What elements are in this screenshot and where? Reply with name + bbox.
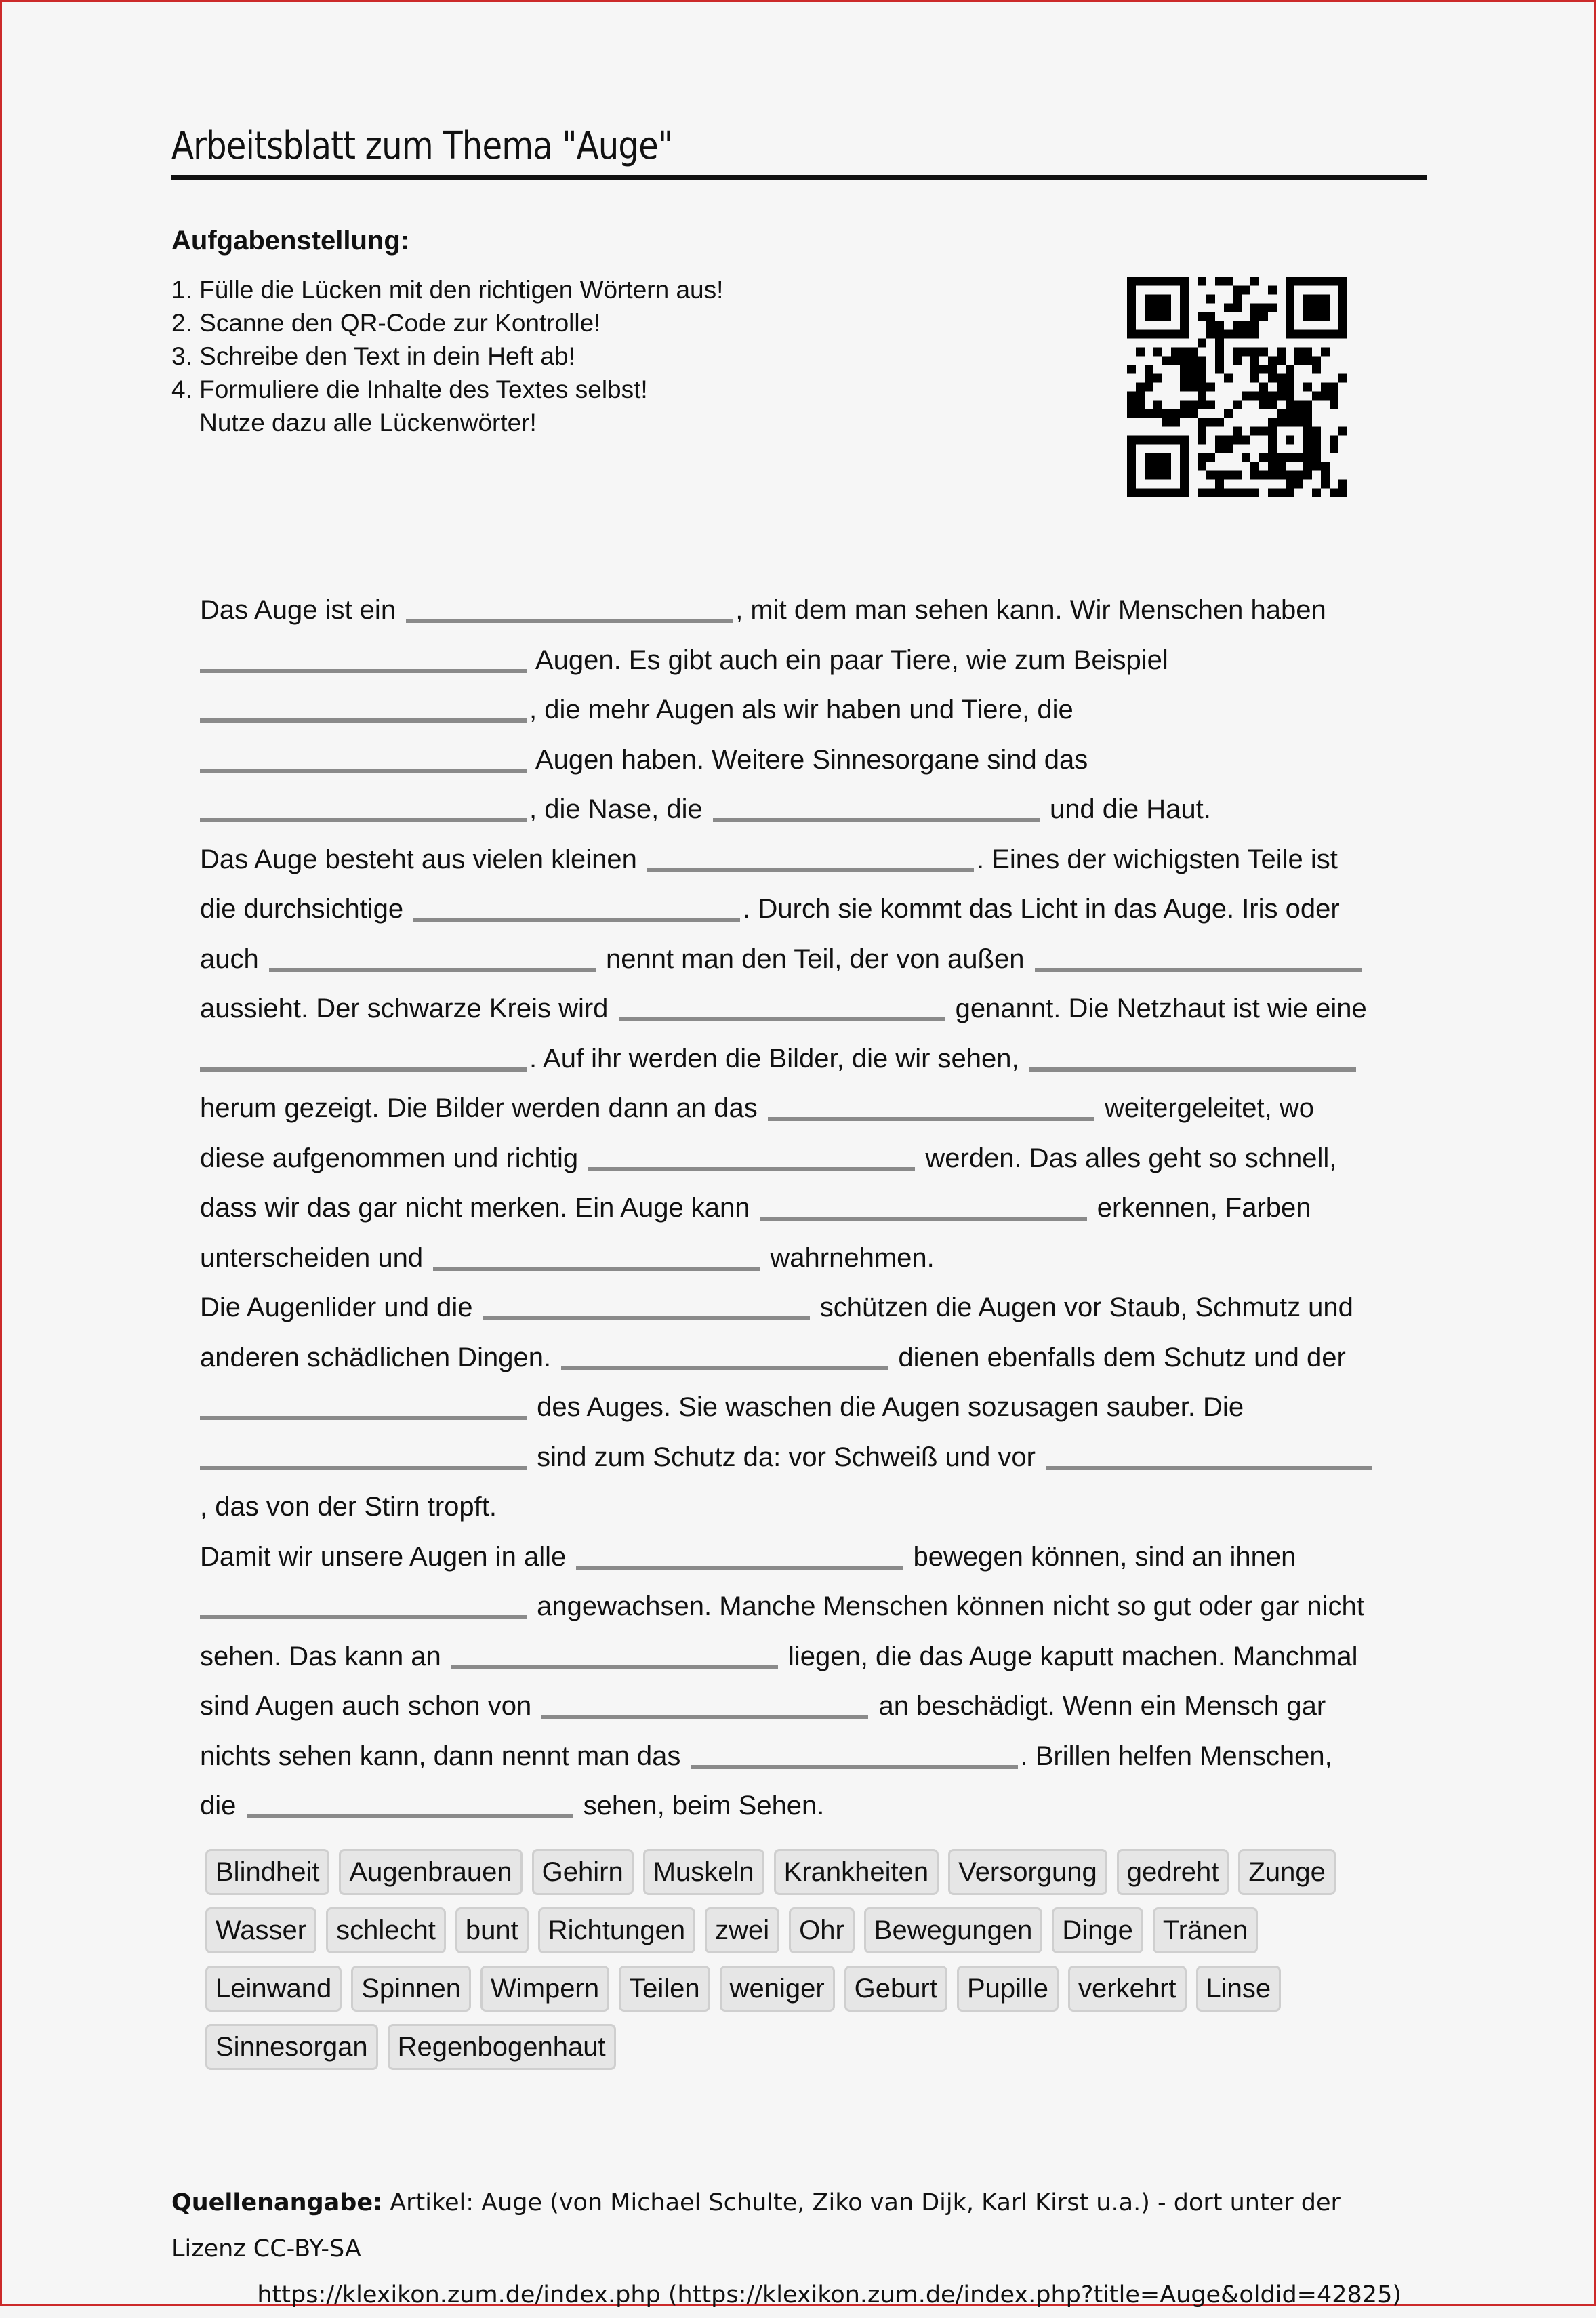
cloze-row bbox=[200, 1183, 1433, 1234]
source-line-1 bbox=[171, 2180, 1401, 2272]
blank-field[interactable] bbox=[433, 1240, 760, 1271]
title-underline bbox=[171, 175, 1427, 180]
cloze-segment: sehen, beim Sehen. bbox=[575, 1791, 825, 1821]
blank-field[interactable] bbox=[576, 1539, 903, 1570]
blank-field[interactable] bbox=[541, 1688, 868, 1719]
cloze-segment: angewachsen. Manche Menschen können nicht so gut oder gar nicht bbox=[529, 1591, 1364, 1621]
word-chip[interactable]: Muskeln bbox=[643, 1849, 764, 1895]
cloze-row bbox=[200, 1482, 1433, 1532]
cloze-segment: , die mehr Augen als wir haben und Tiere, die bbox=[529, 695, 1073, 725]
cloze-segment: Damit wir unsere Augen in alle bbox=[200, 1541, 574, 1572]
cloze-row bbox=[200, 1283, 1433, 1333]
cloze-segment: dienen ebenfalls dem Schutz und der bbox=[891, 1342, 1346, 1372]
cloze-segment: auch bbox=[200, 943, 266, 974]
word-bank-row bbox=[205, 1849, 1425, 1907]
qr-code-icon bbox=[1127, 275, 1347, 499]
cloze-segment: aussieht. Der schwarze Kreis wird bbox=[200, 994, 616, 1023]
cloze-row bbox=[200, 1234, 1433, 1284]
blank-field[interactable] bbox=[406, 592, 733, 623]
cloze-row bbox=[200, 785, 1433, 835]
cloze-row bbox=[200, 1333, 1433, 1383]
cloze-segment: sind Augen auch schon von bbox=[200, 1691, 539, 1721]
cloze-segment: schützen die Augen vor Staub, Schmutz und bbox=[812, 1293, 1353, 1322]
cloze-segment: weitergeleitet, wo bbox=[1097, 1093, 1314, 1123]
blank-field[interactable] bbox=[647, 841, 974, 872]
word-chip[interactable]: Tränen bbox=[1153, 1907, 1258, 1953]
word-chip[interactable]: Spinnen bbox=[351, 1966, 471, 2012]
word-chip[interactable]: Ohr bbox=[789, 1907, 855, 1953]
blank-field[interactable] bbox=[200, 1588, 527, 1619]
source-label: Quellenangabe: bbox=[171, 2189, 383, 2216]
blank-field[interactable] bbox=[413, 891, 740, 922]
cloze-segment: Augen haben. Weitere Sinnesorgane sind das bbox=[529, 744, 1088, 775]
word-chip[interactable]: Dinge bbox=[1052, 1907, 1143, 1953]
cloze-row bbox=[200, 685, 1433, 735]
cloze-row bbox=[200, 1034, 1433, 1084]
task-heading: Aufgabenstellung: bbox=[171, 226, 410, 256]
cloze-row bbox=[200, 1433, 1433, 1483]
cloze-row bbox=[200, 1084, 1433, 1134]
word-chip[interactable]: Blindheit bbox=[205, 1849, 329, 1895]
cloze-segment: sind zum Schutz da: vor Schweiß und vor bbox=[529, 1442, 1044, 1472]
cloze-segment: anderen schädlichen Dingen. bbox=[200, 1342, 559, 1372]
word-chip[interactable]: Geburt bbox=[844, 1966, 947, 2012]
word-chip[interactable]: Gehirn bbox=[532, 1849, 634, 1895]
blank-field[interactable] bbox=[768, 1090, 1094, 1121]
source-url: https://klexikon.zum.de/index.php (https://klexikon.zum.de/index.php?title=Auge&oldid=42825) bbox=[257, 2281, 1401, 2309]
word-chip[interactable]: Zunge bbox=[1238, 1849, 1335, 1895]
word-bank-row bbox=[205, 2024, 1425, 2082]
blank-field[interactable] bbox=[760, 1190, 1087, 1221]
task-item: Nutze dazu alle Lückenwörter! bbox=[171, 409, 537, 436]
blank-field[interactable] bbox=[200, 642, 527, 673]
word-chip[interactable]: schlecht bbox=[326, 1907, 446, 1953]
word-chip[interactable]: gedreht bbox=[1117, 1849, 1229, 1895]
word-chip[interactable]: Augenbrauen bbox=[339, 1849, 522, 1895]
blank-field[interactable] bbox=[713, 791, 1040, 822]
cloze-row bbox=[200, 935, 1433, 985]
blank-field[interactable] bbox=[1046, 1439, 1372, 1470]
cloze-row bbox=[200, 636, 1433, 686]
word-chip[interactable]: Krankheiten bbox=[774, 1849, 939, 1895]
cloze-segment: Das Auge ist ein bbox=[200, 595, 404, 625]
task-list bbox=[171, 273, 985, 439]
word-chip[interactable]: verkehrt bbox=[1068, 1966, 1187, 2012]
cloze-segment: des Auges. Sie waschen die Augen sozusagen sauber. Die bbox=[529, 1392, 1244, 1422]
word-chip[interactable]: Linse bbox=[1196, 1966, 1282, 2012]
word-chip[interactable]: Wasser bbox=[205, 1907, 316, 1953]
cloze-row bbox=[200, 835, 1433, 885]
cloze-segment: genannt. Die Netzhaut ist wie eine bbox=[947, 994, 1367, 1023]
page-title: Arbeitsblatt zum Thema "Auge" bbox=[171, 124, 673, 168]
word-bank-row bbox=[205, 1966, 1425, 2024]
cloze-row bbox=[200, 1582, 1433, 1632]
blank-field[interactable] bbox=[561, 1339, 888, 1370]
cloze-segment: herum gezeigt. Die Bilder werden dann an das bbox=[200, 1093, 765, 1123]
cloze-row bbox=[200, 1781, 1433, 1831]
cloze-segment: diese aufgenommen und richtig bbox=[200, 1143, 586, 1173]
cloze-row bbox=[200, 1134, 1433, 1184]
blank-field[interactable] bbox=[619, 990, 945, 1021]
word-chip[interactable]: weniger bbox=[720, 1966, 835, 2012]
blank-field[interactable] bbox=[269, 941, 596, 972]
cloze-segment: unterscheiden und bbox=[200, 1242, 431, 1273]
cloze-segment: . Auf ihr werden die Bilder, die wir sehen, bbox=[529, 1043, 1027, 1074]
blank-field[interactable] bbox=[1029, 1040, 1356, 1072]
cloze-segment: an beschädigt. Wenn ein Mensch gar bbox=[871, 1691, 1326, 1721]
cloze-row bbox=[200, 1632, 1433, 1682]
cloze-segment: bewegen können, sind an ihnen bbox=[905, 1541, 1296, 1572]
cloze-row bbox=[200, 984, 1433, 1034]
word-chip[interactable]: Sinnesorgan bbox=[205, 2024, 378, 2070]
word-chip[interactable]: Leinwand bbox=[205, 1966, 342, 2012]
word-chip[interactable]: Richtungen bbox=[538, 1907, 695, 1953]
cloze-segment: . Durch sie kommt das Licht in das Auge. Iris oder bbox=[743, 894, 1340, 924]
cloze-segment: , die Nase, die bbox=[529, 794, 710, 824]
cloze-text bbox=[200, 586, 1433, 1831]
blank-field[interactable] bbox=[691, 1738, 1018, 1769]
blank-field[interactable] bbox=[200, 691, 527, 723]
cloze-segment: liegen, die das Auge kaputt machen. Manchmal bbox=[780, 1641, 1358, 1671]
cloze-segment: wahrnehmen. bbox=[762, 1242, 935, 1273]
cloze-segment: sehen. Das kann an bbox=[200, 1641, 449, 1671]
source-citation bbox=[171, 2180, 1401, 2318]
cloze-row bbox=[200, 884, 1433, 935]
word-bank bbox=[205, 1849, 1425, 2082]
blank-field[interactable] bbox=[200, 1439, 527, 1470]
cloze-segment: erkennen, Farben bbox=[1089, 1193, 1311, 1223]
cloze-row bbox=[200, 1383, 1433, 1433]
word-chip[interactable]: Teilen bbox=[619, 1966, 710, 2012]
worksheet-header bbox=[171, 124, 1427, 180]
cloze-row bbox=[200, 735, 1433, 786]
word-chip[interactable]: Versorgung bbox=[948, 1849, 1107, 1895]
cloze-segment: und die Haut. bbox=[1042, 794, 1211, 824]
cloze-segment: die bbox=[200, 1791, 244, 1821]
task-item: 2. Scanne den QR-Code zur Kontrolle! bbox=[171, 309, 601, 337]
word-chip[interactable]: Bewegungen bbox=[864, 1907, 1043, 1953]
cloze-segment: Das Auge besteht aus vielen kleinen bbox=[200, 844, 644, 874]
blank-field[interactable] bbox=[483, 1289, 810, 1320]
cloze-segment: nichts sehen kann, dann nennt man das bbox=[200, 1741, 689, 1771]
cloze-segment: die durchsichtige bbox=[200, 894, 411, 924]
cloze-segment: Die Augenlider und die bbox=[200, 1293, 480, 1322]
cloze-row bbox=[200, 1732, 1433, 1782]
cloze-segment: nennt man den Teil, der von außen bbox=[598, 943, 1032, 974]
cloze-segment: dass wir das gar nicht merken. Ein Auge kann bbox=[200, 1193, 758, 1223]
cloze-segment: . Eines der wichigsten Teile ist bbox=[977, 844, 1338, 874]
cloze-segment: . Brillen helfen Menschen, bbox=[1020, 1741, 1332, 1771]
cloze-row bbox=[200, 1682, 1433, 1732]
blank-field[interactable] bbox=[200, 791, 527, 822]
blank-field[interactable] bbox=[588, 1140, 915, 1171]
source-text: Artikel: Auge (von Michael Schulte, Ziko van Dijk, Karl Kirst u.a.) - dort unter der Lizenz CC-BY-SA bbox=[171, 2189, 1341, 2262]
blank-field[interactable] bbox=[200, 1389, 527, 1420]
word-chip[interactable]: Regenbogenhaut bbox=[388, 2024, 616, 2070]
task-item: 4. Formuliere die Inhalte des Textes selbst! bbox=[171, 375, 648, 403]
cloze-row bbox=[200, 1532, 1433, 1583]
blank-field[interactable] bbox=[200, 741, 527, 773]
cloze-segment: Augen. Es gibt auch ein paar Tiere, wie zum Beispiel bbox=[529, 645, 1168, 675]
word-chip[interactable]: Pupille bbox=[957, 1966, 1059, 2012]
blank-field[interactable] bbox=[200, 1040, 527, 1072]
word-chip[interactable]: zwei bbox=[705, 1907, 779, 1953]
blank-field[interactable] bbox=[451, 1638, 778, 1669]
task-item: 1. Fülle die Lücken mit den richtigen Wörtern aus! bbox=[171, 276, 724, 304]
cloze-segment: werden. Das alles geht so schnell, bbox=[918, 1143, 1337, 1173]
cloze-row bbox=[200, 586, 1433, 636]
word-bank-row bbox=[205, 1907, 1425, 1966]
blank-field[interactable] bbox=[247, 1787, 573, 1818]
blank-field[interactable] bbox=[1035, 941, 1362, 972]
cloze-segment: , das von der Stirn tropft. bbox=[200, 1492, 497, 1522]
word-chip[interactable]: Wimpern bbox=[480, 1966, 609, 2012]
task-item: 3. Schreibe den Text in dein Heft ab! bbox=[171, 342, 575, 370]
cloze-segment: , mit dem man sehen kann. Wir Menschen haben bbox=[735, 595, 1326, 625]
word-chip[interactable]: bunt bbox=[455, 1907, 529, 1953]
